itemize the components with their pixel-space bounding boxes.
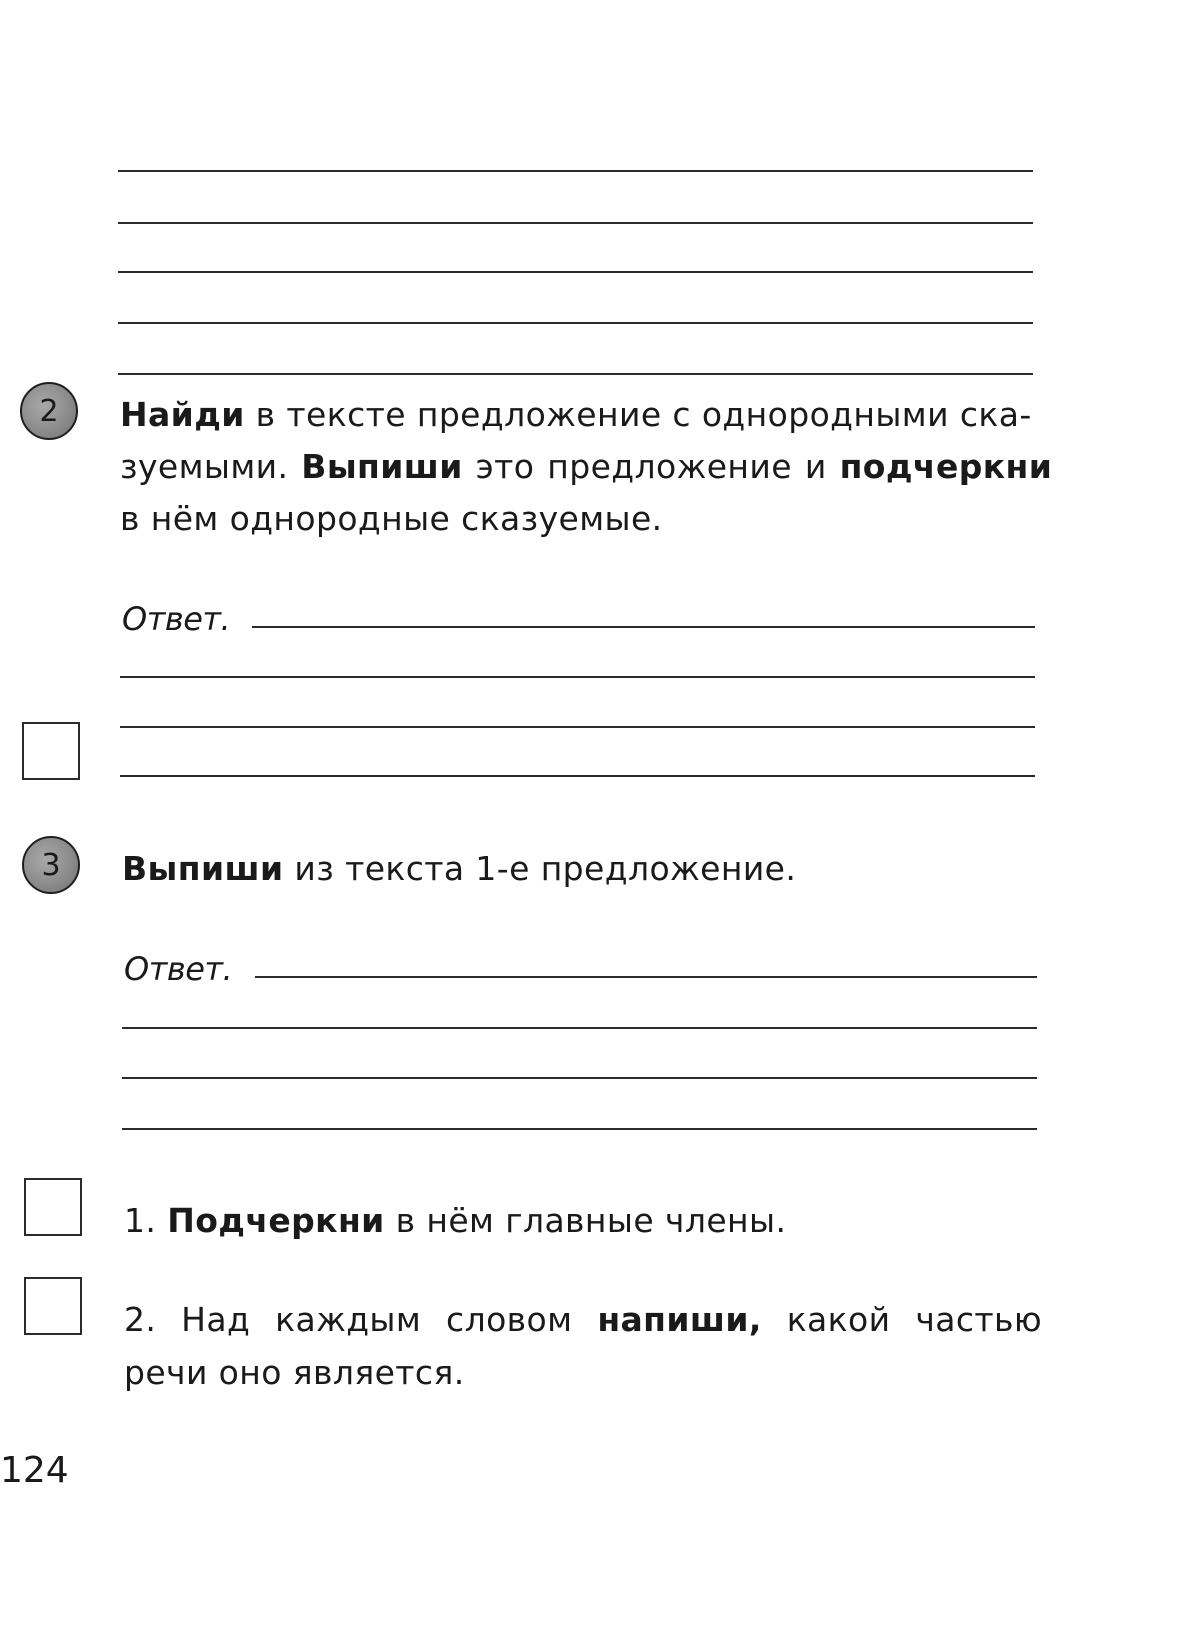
writing-line[interactable] bbox=[118, 373, 1033, 375]
subtask-line bbox=[124, 1194, 786, 1248]
writing-line[interactable] bbox=[118, 222, 1033, 224]
answer-label: Ответ. bbox=[122, 600, 231, 638]
answer-line[interactable] bbox=[252, 626, 1035, 628]
score-checkbox[interactable] bbox=[24, 1277, 82, 1335]
task-number-badge bbox=[20, 382, 78, 440]
answer-line[interactable] bbox=[122, 1128, 1037, 1130]
instruction-text: речи оно является. bbox=[124, 1353, 465, 1392]
subtask-line bbox=[124, 1293, 1043, 1347]
instruction-text: это предложение и bbox=[462, 447, 840, 486]
answer-line[interactable] bbox=[255, 976, 1037, 978]
page-number: 124 bbox=[0, 1450, 69, 1491]
answer-line[interactable] bbox=[120, 775, 1035, 777]
instruction-text: в нём однородные сказуемые. bbox=[120, 499, 663, 538]
score-checkbox[interactable] bbox=[24, 1178, 82, 1236]
task-instruction-line bbox=[120, 388, 1035, 442]
instruction-verb: Найди bbox=[120, 395, 245, 434]
writing-line[interactable] bbox=[118, 271, 1033, 273]
answer-line[interactable] bbox=[120, 726, 1035, 728]
instruction-text: из текста 1-е предложение. bbox=[283, 849, 797, 888]
answer-line[interactable] bbox=[120, 676, 1035, 678]
writing-line[interactable] bbox=[118, 322, 1033, 324]
task-instruction-line bbox=[120, 440, 1053, 494]
task-number: 3 bbox=[41, 847, 61, 883]
instruction-text: 2. Над каждым словом bbox=[124, 1300, 598, 1339]
instruction-verb: Подчеркни bbox=[167, 1201, 385, 1240]
instruction-verb: напиши, bbox=[597, 1300, 762, 1339]
instruction-verb: Выпиши bbox=[301, 447, 463, 486]
instruction-text: в нём главные члены. bbox=[384, 1201, 787, 1240]
subtask-line bbox=[124, 1346, 465, 1400]
task-instruction-line bbox=[122, 842, 796, 896]
instruction-verb: Выпиши bbox=[122, 849, 284, 888]
score-checkbox[interactable] bbox=[22, 722, 80, 780]
answer-line[interactable] bbox=[122, 1077, 1037, 1079]
answer-label: Ответ. bbox=[124, 950, 233, 988]
answer-line[interactable] bbox=[122, 1027, 1037, 1029]
instruction-text: зуемыми. bbox=[120, 447, 302, 486]
task-number-badge bbox=[22, 836, 80, 894]
subtask-number: 1. bbox=[124, 1201, 168, 1240]
instruction-text: какой частью bbox=[761, 1300, 1043, 1339]
writing-line[interactable] bbox=[118, 170, 1033, 172]
instruction-text: в тексте предложение с однородными ска- bbox=[244, 395, 1032, 434]
task-number: 2 bbox=[39, 393, 59, 429]
instruction-verb: подчеркни bbox=[839, 447, 1053, 486]
task-instruction-line bbox=[120, 492, 1035, 546]
